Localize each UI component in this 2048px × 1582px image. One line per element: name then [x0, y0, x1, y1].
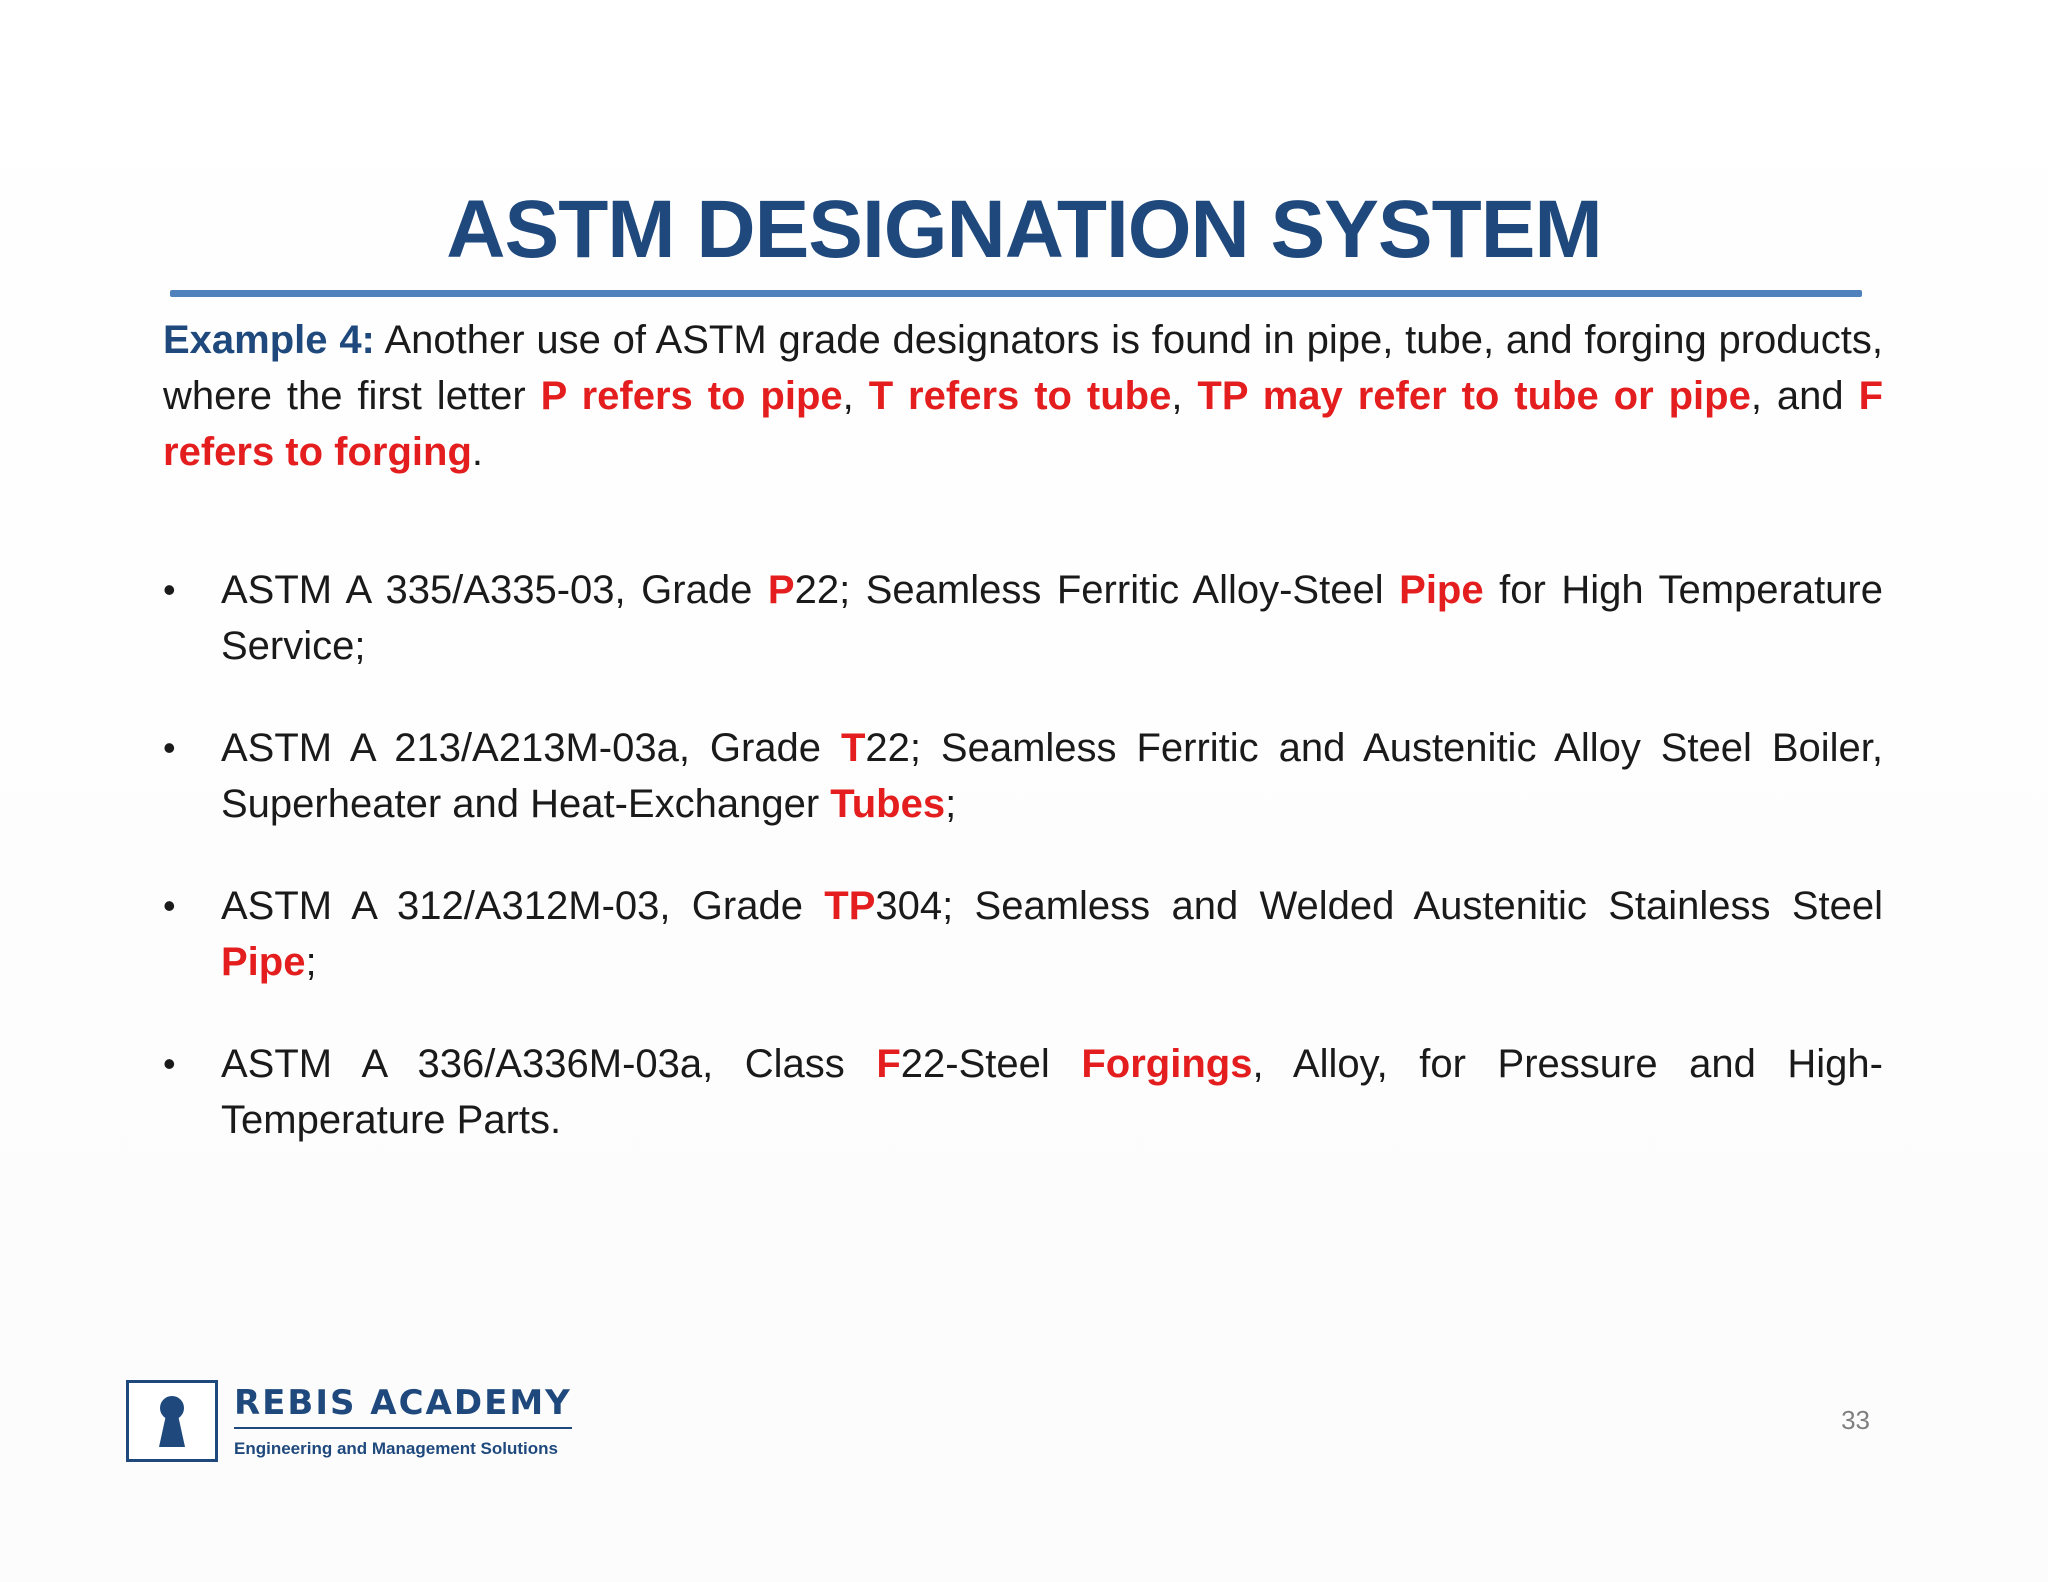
bullet-icon: •	[163, 1043, 176, 1084]
example-label: Example 4:	[163, 318, 375, 362]
intro-separator: , and	[1750, 374, 1859, 418]
list-item	[163, 562, 1883, 674]
item-text: ASTM A 213/A213M-03a, Grade	[221, 726, 841, 770]
item-letter: T	[840, 726, 866, 770]
item-text: ASTM A 335/A335-03, Grade	[221, 568, 768, 612]
item-letter: P	[767, 568, 795, 612]
list-item	[163, 878, 1883, 990]
slide-content	[163, 312, 1883, 1194]
bullet-icon: •	[163, 569, 176, 610]
bullet-icon: •	[163, 885, 176, 926]
item-text: , Alloy, for Pressure and High-Temperature Parts.	[221, 1042, 1883, 1142]
title-underline	[170, 290, 1862, 297]
item-letter: F	[876, 1042, 901, 1086]
item-letter: TP	[824, 884, 876, 928]
item-product: Pipe	[221, 940, 306, 984]
intro-paragraph	[163, 312, 1883, 480]
brand-name: REBIS ACADEMY	[234, 1383, 572, 1429]
intro-text: Another use of ASTM grade designators is found in pipe, tube, and forging products, where the first letter	[163, 318, 1883, 418]
item-product: Pipe	[1399, 568, 1484, 612]
intro-end: .	[471, 430, 484, 474]
item-text: ASTM A 336/A336M-03a, Class	[221, 1042, 877, 1086]
brand-tagline: Engineering and Management Solutions	[234, 1439, 558, 1458]
logo-emblem	[126, 1380, 218, 1462]
bullet-icon: •	[163, 727, 176, 768]
item-text: ;	[945, 782, 957, 826]
logo-text	[234, 1383, 572, 1459]
item-text: 22-Steel	[900, 1042, 1082, 1086]
page-number: 33	[1841, 1405, 1870, 1435]
highlight-tube-or-pipe: TP may refer to tube or pipe	[1197, 374, 1751, 418]
page-title: ASTM DESIGNATION SYSTEM	[446, 184, 1602, 275]
intro-separator: ,	[842, 374, 869, 418]
highlight-forging: F refers to forging	[163, 374, 1884, 474]
brand-logo	[126, 1380, 572, 1462]
highlight-tube: T refers to tube	[868, 374, 1172, 418]
intro-separator: ,	[1171, 374, 1198, 418]
highlight-pipe: P refers to pipe	[540, 374, 843, 418]
item-text: 22; Seamless Ferritic and Austenitic Alloy Steel Boiler, Superheater and Heat-Exchanger	[221, 726, 1884, 826]
designation-list	[163, 562, 1883, 1148]
keyhole-icon	[152, 1393, 192, 1449]
item-text: ASTM A 312/A312M-03, Grade	[221, 884, 825, 928]
item-product: Tubes	[830, 782, 946, 826]
item-text: ;	[305, 940, 317, 984]
list-item	[163, 1036, 1883, 1148]
item-product: Forgings	[1081, 1042, 1253, 1086]
list-item	[163, 720, 1883, 832]
item-text: 22; Seamless Ferritic Alloy-Steel	[794, 568, 1400, 612]
item-text: 304; Seamless and Welded Austenitic Stainless Steel	[875, 884, 1883, 928]
item-text: for High Temperature Service;	[221, 568, 1883, 668]
